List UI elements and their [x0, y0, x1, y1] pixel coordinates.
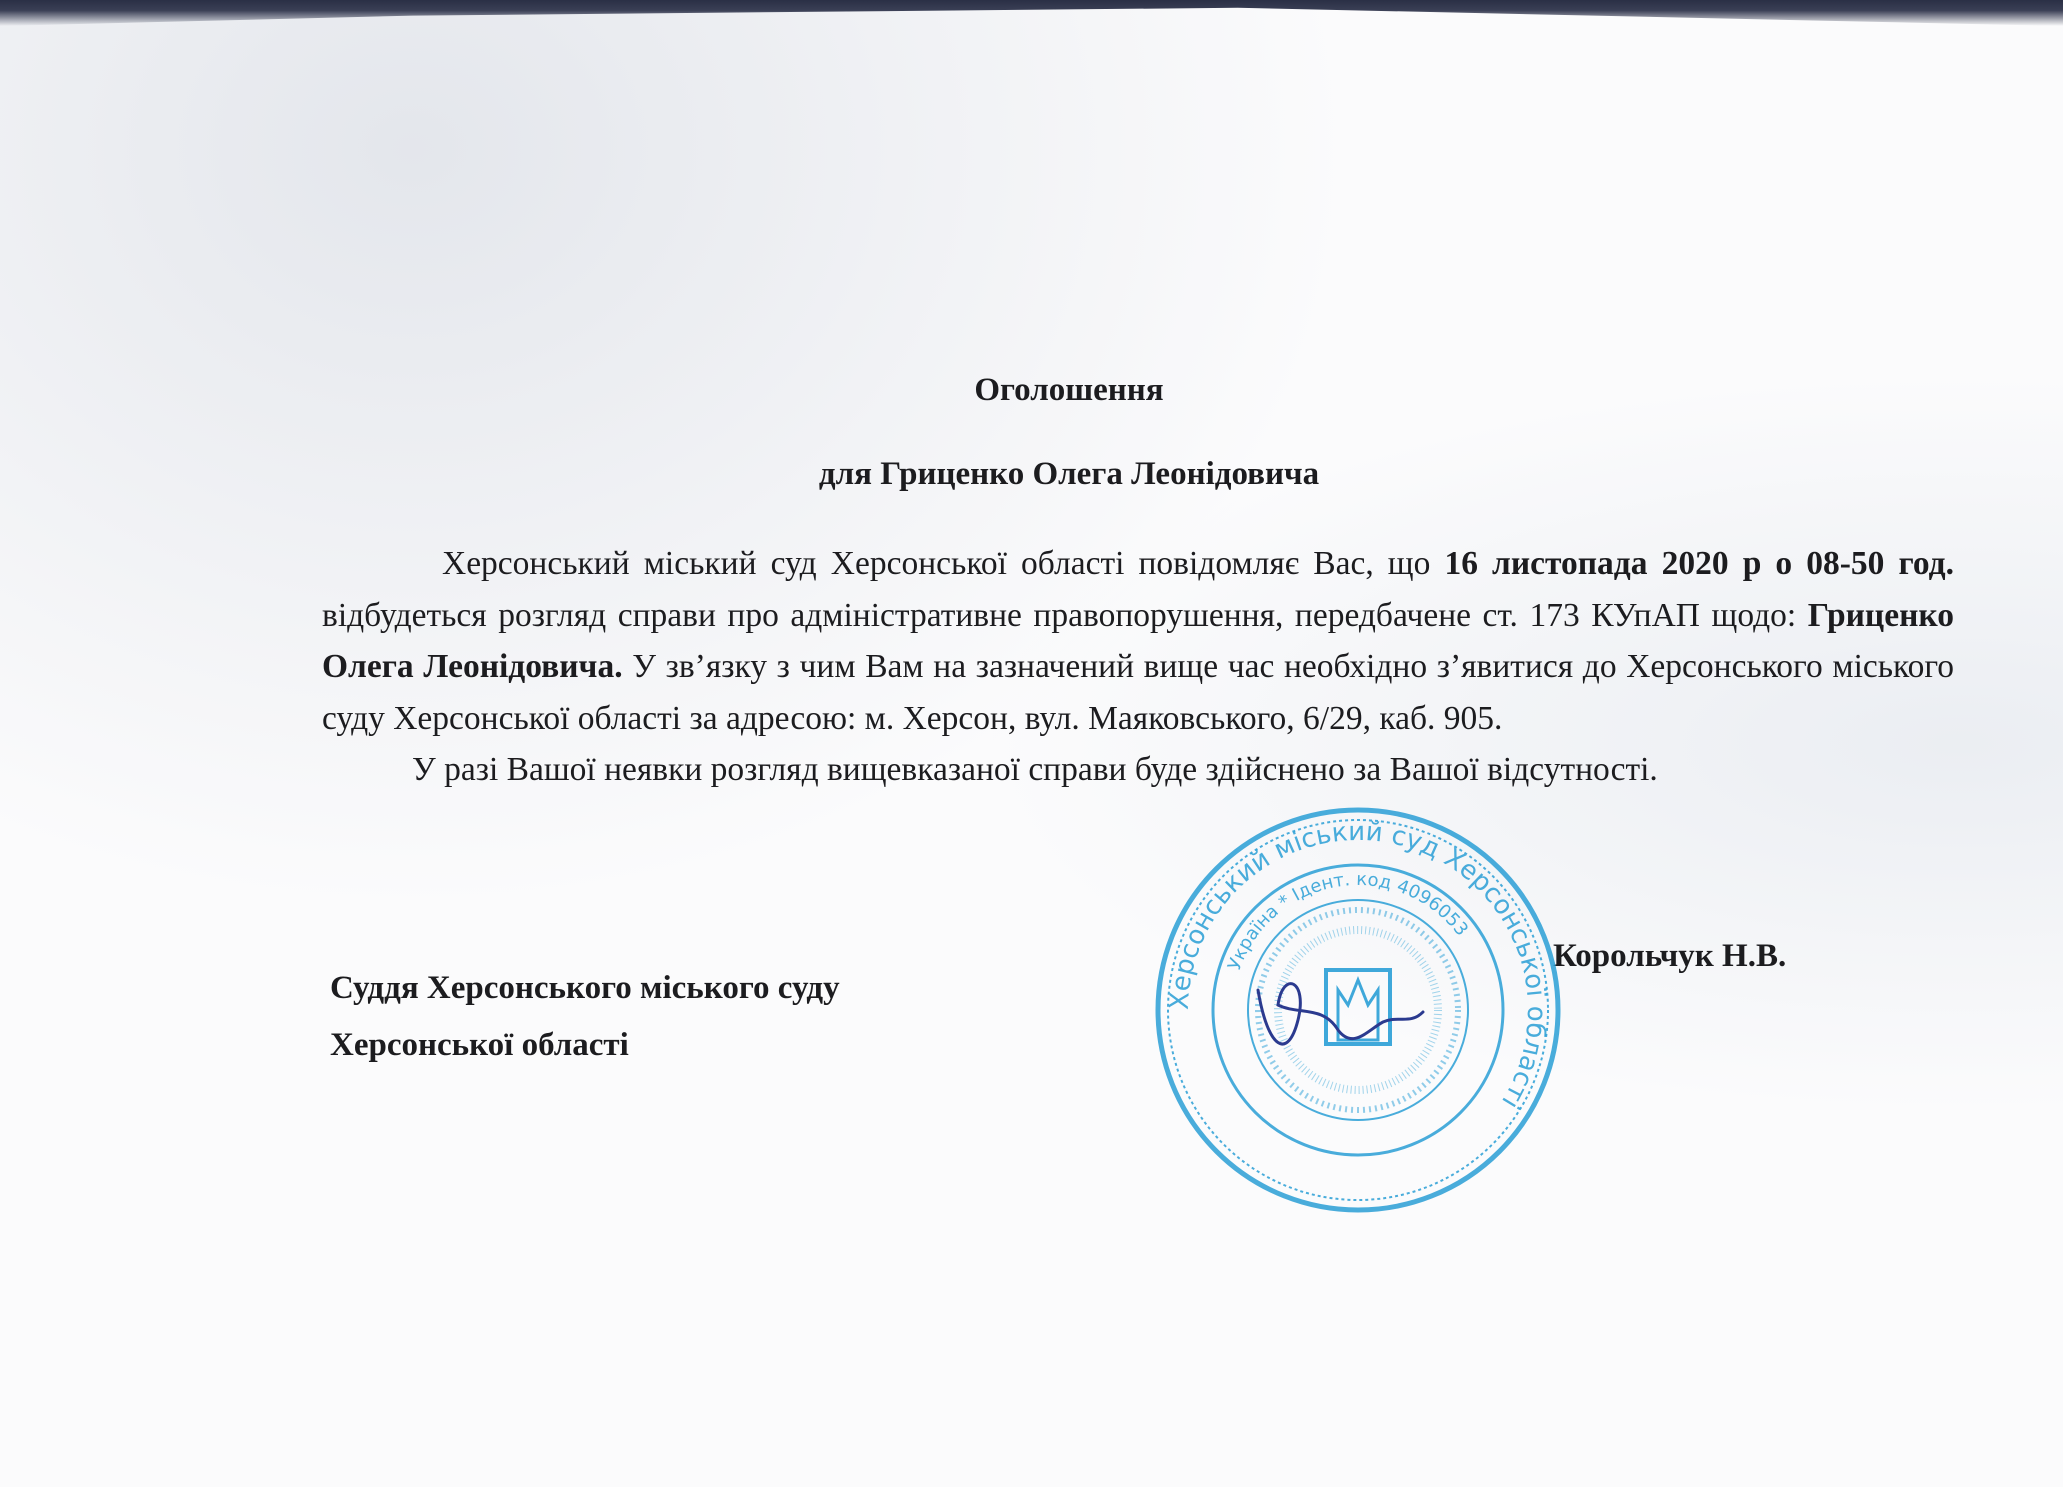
stamp-outer-text: Херсонський міський суд Херсонської області	[1164, 816, 1552, 1114]
hearing-date: 16 листопада 2020 р о 08-50 год.	[1444, 545, 1954, 582]
signature-position	[330, 960, 840, 1074]
paragraph-notice	[322, 538, 1954, 744]
document-title: Оголошення	[974, 372, 1164, 408]
coat-of-arms-icon	[1326, 970, 1390, 1044]
document-recipient: для Гриценко Олега Леонідовича	[818, 456, 1320, 492]
document-body	[322, 538, 1954, 796]
defendant-name: Гриценко Олега Леонідовича.	[322, 596, 1954, 685]
stamp-inner-text: Україна * Ідент. код 4096053	[1224, 868, 1473, 974]
signature-name: Корольчук Н.В.	[1553, 938, 1787, 974]
position-line-2: Херсонської області	[330, 1027, 629, 1063]
court-seal-stamp	[1148, 800, 1568, 1220]
position-line-1: Суддя Херсонського міського суду	[330, 970, 840, 1006]
paragraph-warning: У разі Вашої неявки розгляд вищевказаної справи буде здійснено за Вашої відсутності.	[412, 751, 1658, 788]
notice-text-1: Херсонський міський суд Херсонської області повідомляє Вас, що	[442, 545, 1445, 582]
notice-text-3: У зв’язку з чим Вам на зазначений вище час необхідно з’явитися до Херсонського міського суду Херсонської області за адресою: м. Херсон, вул. Маяковського, 6/29, каб. 905.	[322, 648, 1954, 737]
notice-text-2: відбудеться розгляд справи про адміністративне правопорушення, передбачене ст. 173 КУпАП щодо:	[322, 596, 1808, 634]
